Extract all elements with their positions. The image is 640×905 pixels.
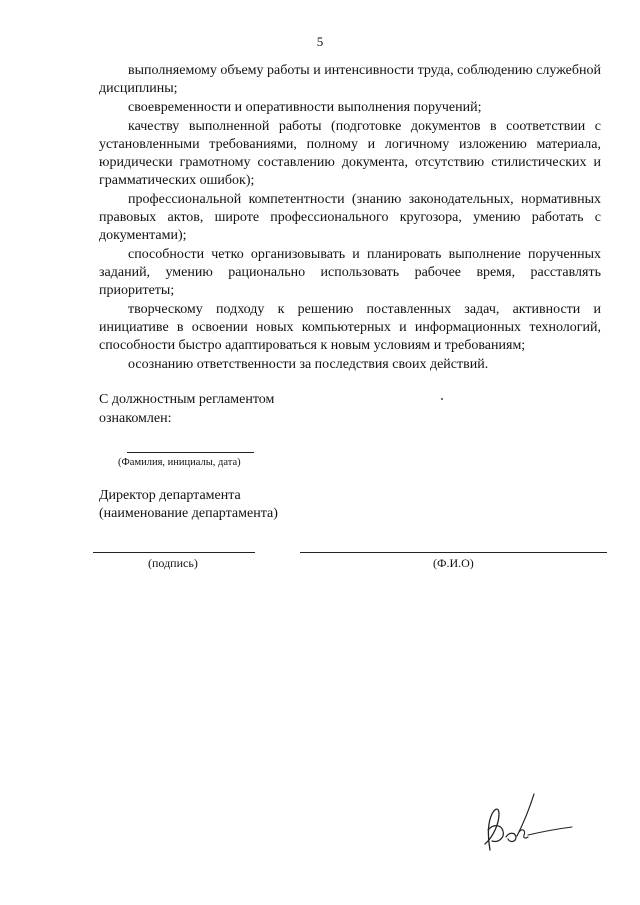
director-signature-line xyxy=(93,552,255,553)
handwritten-initials xyxy=(478,790,574,861)
acknowledgment-block xyxy=(99,390,274,428)
director-title: Директор департамента xyxy=(99,488,241,503)
criteria-list xyxy=(99,62,601,374)
criterion-responsibility: осознанию ответственности за последствия своих действий. xyxy=(128,357,489,372)
criterion-competence: профессиональной компетентности (знанию законодательных, нормативных правовых актов, широте профессионального кругозора, умению работать с документами); xyxy=(99,192,601,243)
acknowledgment-line1: С должностным регламентом xyxy=(99,392,275,407)
criterion-creativity: творческому подходу к решению поставленных задач, активности и инициативе в освоении новых компьютерных и информационных технологий, способности быстро адаптироваться к новым условиям и требованиям; xyxy=(99,302,601,353)
initials-icon xyxy=(478,790,574,856)
criterion-workload: выполняемому объему работы и интенсивности труда, соблюдению служебной дисциплины; xyxy=(99,63,601,96)
director-block xyxy=(99,487,278,523)
criterion-organization: способности четко организовывать и планировать выполнение порученных заданий, умению рационально использовать рабочее время, расставлять приоритеты; xyxy=(99,247,601,298)
acknowledgment-signature-line xyxy=(127,452,254,453)
name-caption: (Ф.И.О) xyxy=(433,556,474,570)
criterion-quality: качеству выполненной работы (подготовке документов в соответствии с установленными требованиями, полному и логичному изложению материала, юридически грамотному составлению документа, отсутствию стилистических и грамматических ошибок); xyxy=(99,119,601,188)
department-name-placeholder: (наименование департамента) xyxy=(99,506,278,521)
signature-caption: (подпись) xyxy=(148,556,198,570)
page-number: 5 xyxy=(316,34,324,49)
criterion-timeliness: своевременности и оперативности выполнения поручений; xyxy=(128,100,482,115)
acknowledgment-caption: (Фамилия, инициалы, дата) xyxy=(118,457,241,468)
director-name-line xyxy=(300,552,607,553)
scan-speck xyxy=(441,398,443,400)
acknowledgment-line2: ознакомлен: xyxy=(99,411,172,426)
